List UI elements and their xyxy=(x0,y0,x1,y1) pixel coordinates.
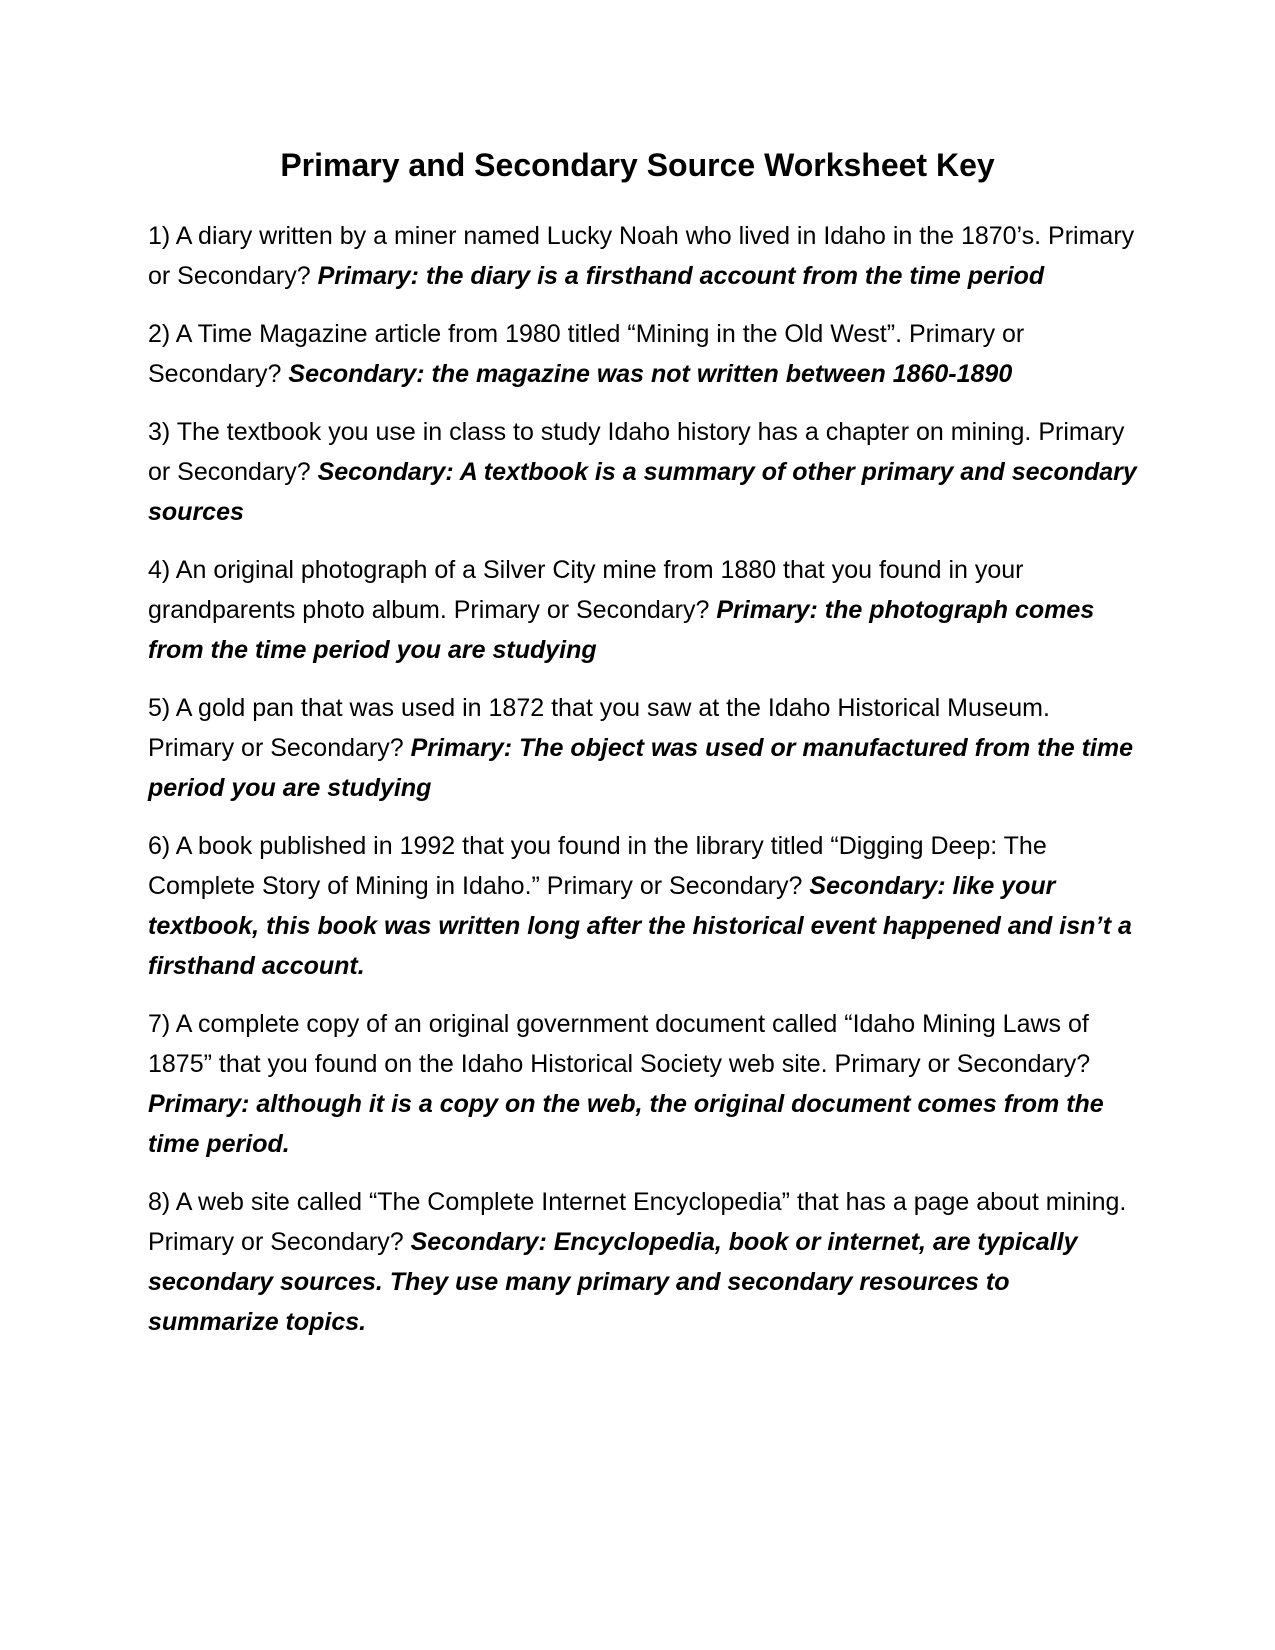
question-item xyxy=(148,412,1138,532)
answer-text: Primary: the diary is a firsthand account from the time period xyxy=(317,262,1045,290)
question-text: 6) A book published in 1992 that you found in the library titled “Digging Deep: The Complete Story of Mining in Idaho.” Primary or Secondary? xyxy=(148,832,1047,900)
question-item xyxy=(148,216,1138,296)
question-text: 3) The textbook you use in class to study Idaho history has a chapter on mining. Primary or Secondary? xyxy=(148,418,1125,486)
question-text: 7) A complete copy of an original government document called “Idaho Mining Laws of 1875” that you found on the Idaho Historical Society web site. Primary or Secondary? xyxy=(148,1010,1091,1078)
answer-text: Secondary: like your textbook, this book was written long after the historical event happened and isn’t a firsthand account. xyxy=(148,872,1132,980)
answer-text: Secondary: A textbook is a summary of other primary and secondary sources xyxy=(148,458,1137,526)
question-item xyxy=(148,1004,1138,1164)
question-text: 8) A web site called “The Complete Internet Encyclopedia” that has a page about mining. Primary or Secondary? xyxy=(148,1188,1127,1256)
answer-text: Primary: the photograph comes from the time period you are studying xyxy=(148,596,1095,664)
question-item xyxy=(148,550,1138,670)
question-list xyxy=(148,216,1138,1360)
question-item xyxy=(148,314,1138,394)
question-text: 5) A gold pan that was used in 1872 that you saw at the Idaho Historical Museum. Primary or Secondary? xyxy=(148,694,1050,762)
question-item xyxy=(148,1182,1138,1342)
question-text: 1) A diary written by a miner named Lucky Noah who lived in Idaho in the 1870’s. Primary or Secondary? xyxy=(148,222,1135,290)
question-item xyxy=(148,826,1138,986)
page-title: Primary and Secondary Source Worksheet Key xyxy=(280,147,995,183)
answer-text: Secondary: Encyclopedia, book or internet, are typically secondary sources. They use many primary and secondary resources to summarize topics. xyxy=(148,1228,1078,1336)
answer-text: Primary: The object was used or manufactured from the time period you are studying xyxy=(148,734,1133,802)
question-item xyxy=(148,688,1138,808)
answer-text: Primary: although it is a copy on the web, the original document comes from the time period. xyxy=(148,1090,1104,1158)
question-text: 4) An original photograph of a Silver City mine from 1880 that you found in your grandparents photo album. Primary or Secondary? xyxy=(148,556,1024,624)
answer-text: Secondary: the magazine was not written between 1860-1890 xyxy=(288,360,1013,388)
question-text: 2) A Time Magazine article from 1980 titled “Mining in the Old West”. Primary or Secondary? xyxy=(148,320,1025,388)
